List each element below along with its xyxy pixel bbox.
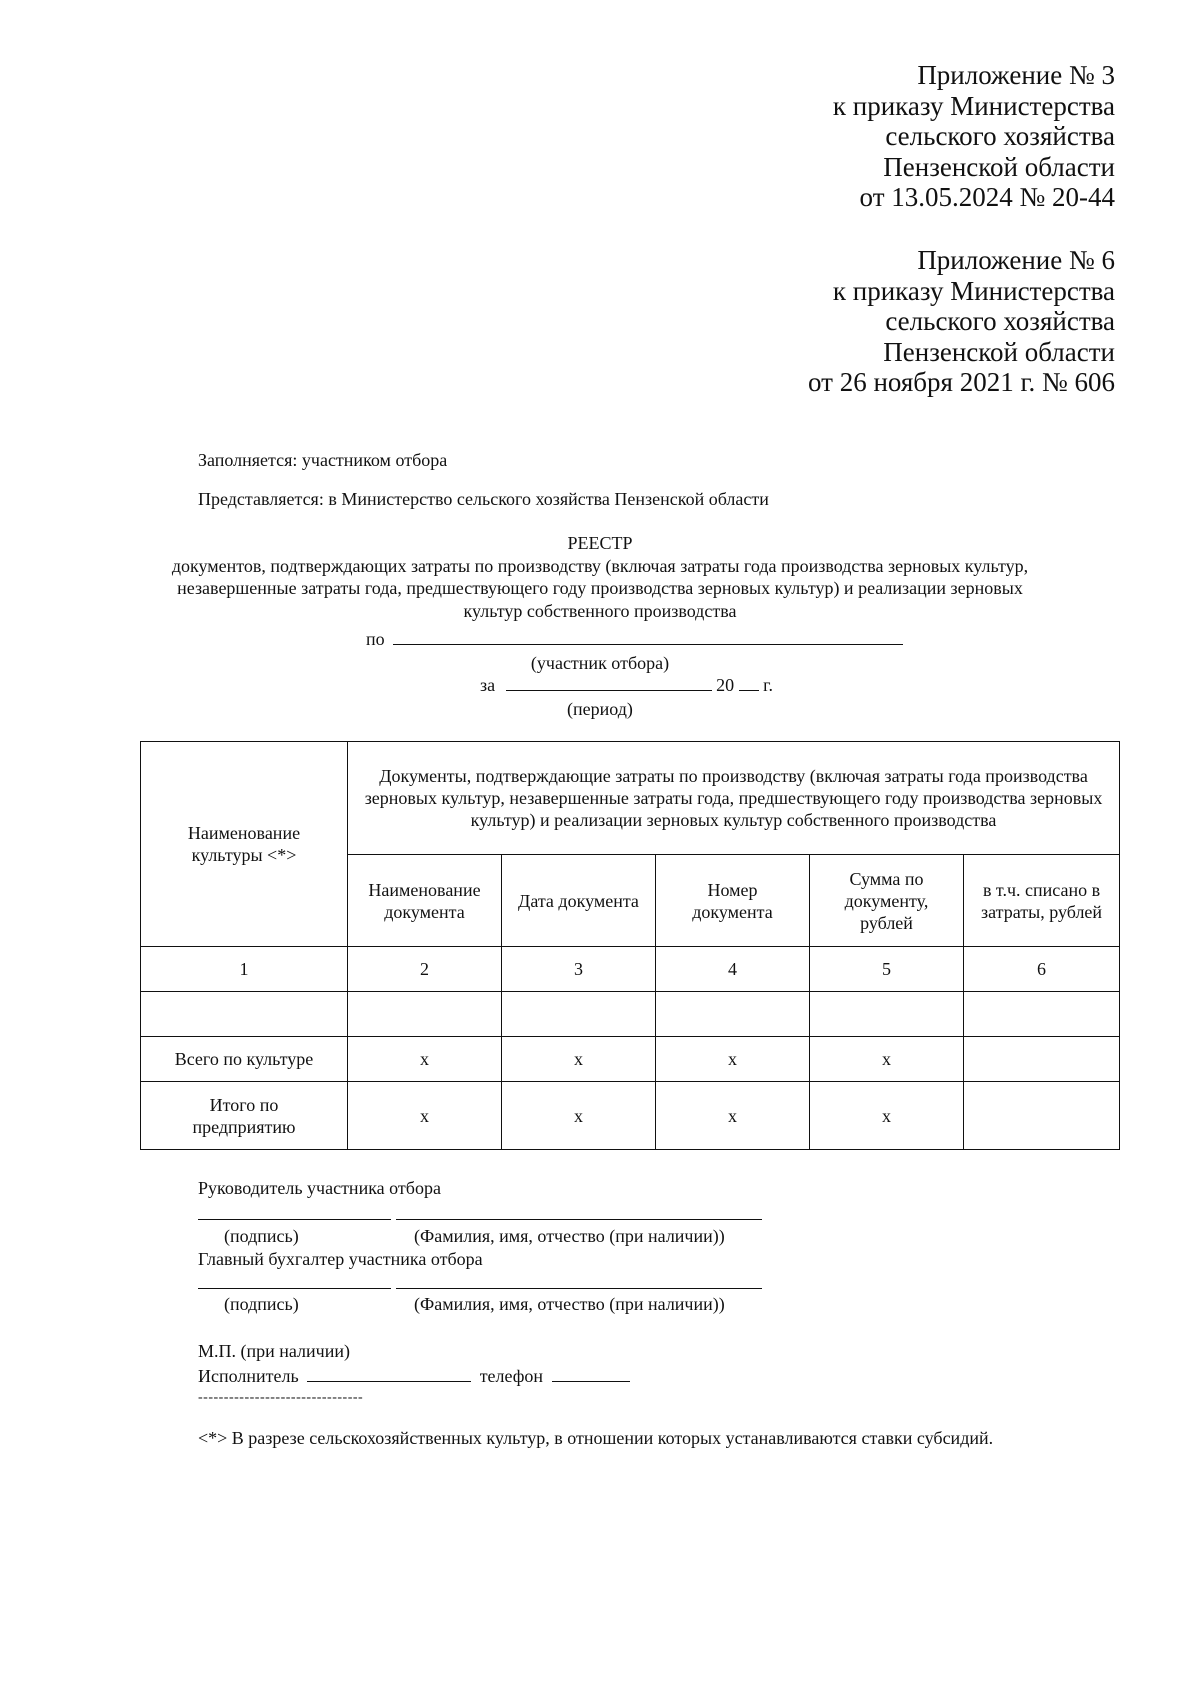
table-cell: x (502, 1082, 656, 1150)
written-off-header: в т.ч. списано в затраты, рублей (964, 855, 1120, 947)
phone-label: телефон (479, 1366, 544, 1386)
executor-field (198, 1365, 630, 1387)
phone-blank[interactable] (552, 1365, 630, 1382)
title-line-2: незавершенные затраты года, предшествующего году производства зерновых культур) и реализации зерновых (177, 578, 1023, 598)
col-number: 2 (348, 947, 502, 992)
col-number: 5 (810, 947, 964, 992)
head-label: Руководитель участника отбора (198, 1178, 441, 1198)
year-prefix: 20 (716, 675, 735, 695)
executor-label: Исполнитель (198, 1366, 299, 1386)
footnote: <*> В разрезе сельскохозяйственных культур, в отношении которых устанавливаются ставки субсидий. (198, 1428, 994, 1448)
participant-field (366, 628, 903, 650)
appendix-line: сельского хозяйства (885, 121, 1115, 151)
signature-caption: (подпись) (224, 1294, 299, 1314)
separator-dashes: -------------------------------- (198, 1390, 364, 1405)
appendix-line: Приложение № 6 (917, 245, 1115, 275)
participant-caption: (участник отбора) (530, 653, 670, 673)
table-cell: x (502, 1037, 656, 1082)
table-cell[interactable] (141, 992, 348, 1037)
register-table (140, 741, 1120, 1150)
appendix-line: от 26 ноября 2021 г. № 606 (808, 367, 1115, 397)
table-cell: x (348, 1037, 502, 1082)
appendix-3-header (833, 60, 1115, 213)
register-title (0, 532, 1200, 622)
year-suffix: г. (763, 675, 773, 695)
submitted-to-line: Представляется: в Министерство сельского хозяйства Пензенской области (198, 489, 769, 509)
row-label: Итого по предприятию (141, 1082, 348, 1150)
name-caption: (Фамилия, имя, отчество (при наличии)) (414, 1294, 725, 1314)
title-line-1: документов, подтверждающих затраты по производству (включая затраты года производства зерновых культур, (171, 555, 1029, 576)
period-field (480, 674, 773, 696)
year-blank[interactable] (739, 674, 759, 691)
by-prefix: по (366, 629, 385, 649)
accountant-signature-line[interactable] (198, 1288, 391, 1289)
col-number: 6 (964, 947, 1120, 992)
table-cell[interactable] (964, 1037, 1120, 1082)
documents-group-header: Документы, подтверждающие затраты по производству (включая затраты года производства зерновых культур, незавершенные затраты года, предшествующего году производства зерновых культур) и реализации зерновых культур собственного производства (348, 742, 1120, 855)
appendix-line: Приложение № 3 (917, 60, 1115, 90)
name-caption: (Фамилия, имя, отчество (при наличии)) (414, 1226, 725, 1246)
head-signature-line[interactable] (198, 1219, 391, 1220)
appendix-line: от 13.05.2024 № 20-44 (859, 182, 1115, 212)
appendix-line: сельского хозяйства (885, 306, 1115, 336)
title-line-3: культур собственного производства (463, 600, 737, 621)
col-number: 3 (502, 947, 656, 992)
title-heading: РЕЕСТР (567, 533, 633, 553)
table-cell[interactable] (964, 1082, 1120, 1150)
appendix-line: к приказу Министерства (832, 275, 1115, 306)
appendix-line: Пензенской области (883, 336, 1115, 367)
total-by-crop-row (141, 1037, 1120, 1082)
head-name-line[interactable] (396, 1219, 762, 1220)
row-label: Всего по культуре (141, 1037, 348, 1082)
table-cell[interactable] (810, 992, 964, 1037)
table-cell[interactable] (502, 992, 656, 1037)
table-cell: x (810, 1082, 964, 1150)
period-blank[interactable] (506, 674, 712, 691)
empty-data-row (141, 992, 1120, 1037)
appendix-line: Пензенской области (883, 151, 1115, 182)
table-cell[interactable] (348, 992, 502, 1037)
filled-by-line: Заполняется: участником отбора (198, 450, 448, 470)
signature-caption: (подпись) (224, 1226, 299, 1246)
table-cell[interactable] (656, 992, 810, 1037)
doc-name-header: Наименование документа (348, 855, 502, 947)
appendix-6-header (808, 245, 1115, 398)
table-cell: x (656, 1037, 810, 1082)
table-cell[interactable] (964, 992, 1120, 1037)
crop-name-header: Наименование культуры <*> (141, 742, 348, 947)
doc-date-header: Дата документа (502, 855, 656, 947)
total-by-enterprise-row (141, 1082, 1120, 1150)
seal-label: М.П. (при наличии) (198, 1341, 350, 1361)
table-cell: x (348, 1082, 502, 1150)
accountant-label: Главный бухгалтер участника отбора (198, 1249, 483, 1269)
doc-sum-header: Сумма по документу, рублей (810, 855, 964, 947)
col-number: 1 (141, 947, 348, 992)
period-caption: (период) (567, 699, 633, 719)
table-cell: x (656, 1082, 810, 1150)
col-number: 4 (656, 947, 810, 992)
table-cell: x (810, 1037, 964, 1082)
appendix-line: к приказу Министерства (832, 90, 1115, 121)
executor-blank[interactable] (307, 1365, 471, 1382)
doc-number-header: Номер документа (656, 855, 810, 947)
for-prefix: за (480, 675, 496, 695)
accountant-name-line[interactable] (396, 1288, 762, 1289)
participant-blank[interactable] (393, 628, 903, 645)
